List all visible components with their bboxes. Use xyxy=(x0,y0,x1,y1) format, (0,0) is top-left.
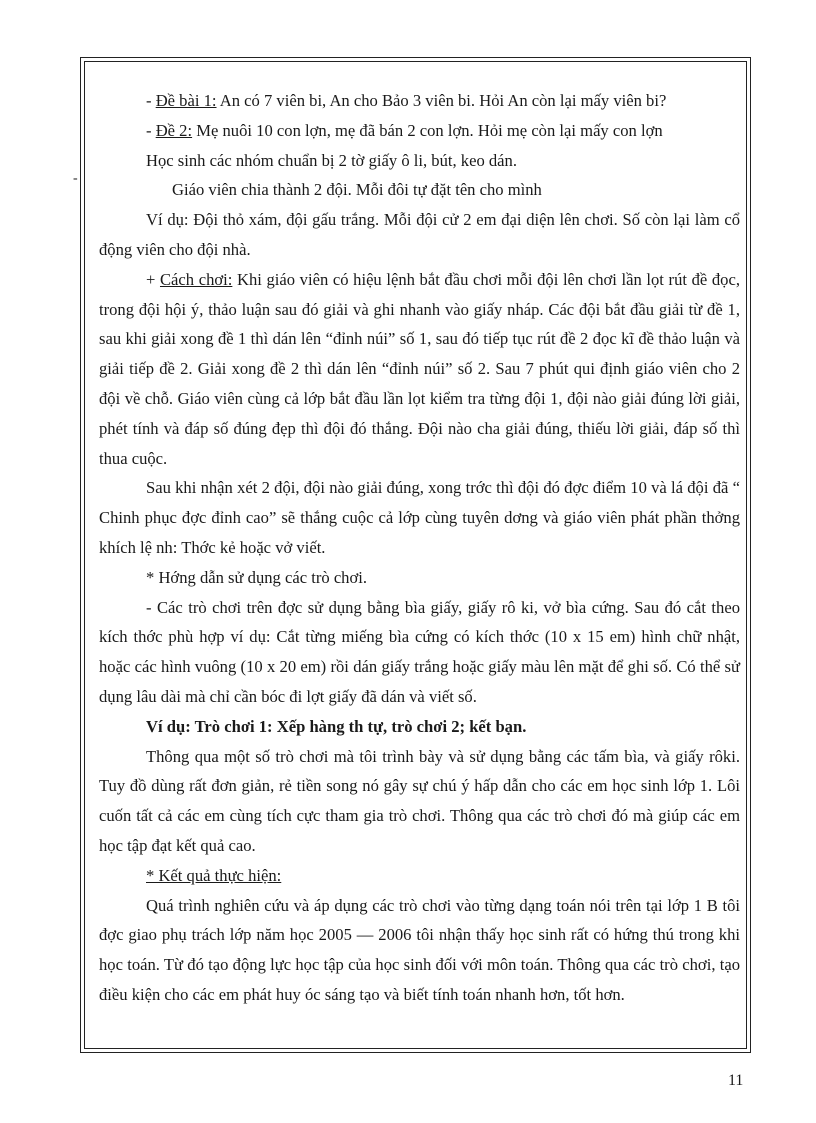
after-review-paragraph: Sau khi nhận xét 2 đội, đội nào giải đúng, xong trớc thì đội đó đợc điểm 10 và lá đội đã “ Chinh phục đợc đỉnh cao” sẽ thắng cuộc cả lớp cùng tuyên dơng và giáo viên phát phần thởng khích lệ nh: Thớc kẻ hoặc vở viết. xyxy=(99,478,740,557)
margin-mark: - xyxy=(73,171,78,186)
how-to-play-label: Cách chơi: xyxy=(159,269,233,289)
problem-2-label: Đề 2: xyxy=(155,120,193,140)
page-number: 11 xyxy=(728,1072,744,1089)
summary-paragraph: Thông qua một số trò chơi mà tôi trình bày và sử dụng bằng các tấm bìa, và giấy rôki. Tuy đồ dùng rất đơn giản, rẻ tiền song nó gây sự chú ý hấp dẫn cho các em học sinh lớp 1. Lôi cuốn tất cả các em cùng tích cực tham gia trò chơi. Thông qua các trò chơi đó mà giúp các em học tập đạt kết quả cao. xyxy=(99,746,740,855)
problem-2-text: Mẹ nuôi 10 con lợn, mẹ đã bán 2 con lợn. Hỏi mẹ còn lại mấy con lợn xyxy=(192,120,663,140)
guide-heading: * Hớng dẫn sử dụng các trò chơi. xyxy=(146,567,368,587)
problem-1: - Đề bài 1: An có 7 viên bi, An cho Bảo 3 viên bi. Hỏi An còn lại mấy viên bi? xyxy=(146,91,667,110)
how-to-play-text: Khi giáo viên có hiệu lệnh bắt đầu chơi mỗi đội lên chơi lần lọt rút đề đọc, trong đội hội ý, thảo luận sau đó giải và ghi nhanh vào giấy nháp. Các đội bắt đầu giải từ đề 1, sau khi giải xong đề 1 thì dán lên “đỉnh núi” số 1, sau đó tiếp tục rút đề 2 đọc kĩ đề thảo luận và giải tiếp đề 2. Giải xong đề 2 thì dán lên “đỉnh núi” số 2. Sau 7 phút qui định giáo viên cho 2 đội về chỗ. Giáo viên cùng cả lớp bắt đầu lần lọt kiểm tra từng đội 1, đội nào giải đúng lời giải, phét tính và đáp số đúng đẹp thì đội đó thắng. Đội nào cha giải đúng, thiếu lời giải, đáp số thì thua cuộc. xyxy=(99,269,740,468)
results-heading-label: * Kết quả thực hiện: xyxy=(146,865,282,885)
guide-paragraph: - Các trò chơi trên đợc sử dụng bằng bìa giấy, giấy rô ki, vở bìa cứng. Sau đó cắt theo kích thớc phù hợp ví dụ: Cắt từng miếng bìa cứng có kích thớc (10 x 15 em) hình chữ nhật, hoặc các hình vuông (10 x 20 em) rồi dán giấy trắng hoặc giấy màu lên mặt để ghi số. Có thể sử dụng lâu dài mà chỉ cần bóc đi lợt giấy đã dán và viết số. xyxy=(99,597,740,706)
problem-2: - Đề 2: Mẹ nuôi 10 con lợn, mẹ đã bán 2 con lợn. Hỏi mẹ còn lại mấy con lợn xyxy=(146,120,663,140)
example-teams-paragraph: Ví dụ: Đội thỏ xám, đội gấu trắng. Mỗi đội cử 2 em đại diện lên chơi. Số còn lại làm cổ động viên cho đội nhà. xyxy=(99,210,740,259)
teams-paragraph: Giáo viên chia thành 2 đội. Mỗi đôi tự đặt tên cho mình xyxy=(172,180,542,200)
problem-1-label: Đề bài 1: xyxy=(155,91,217,110)
how-to-play-paragraph: + Cách chơi: Khi giáo viên có hiệu lệnh bắt đầu chơi mỗi đội lên chơi lần lọt rút đề đọc, trong đội hội ý, thảo luận sau đó giải và ghi nhanh vào giấy nháp. Các đội bắt đầu giải từ đề 1, sau khi giải xong đề 1 thì dán lên “đỉnh núi” số 1, sau đó tiếp tục rút đề 2 đọc kĩ đề thảo luận và giải tiếp đề 2. Giải xong đề 2 thì dán lên “đỉnh núi” số 2. Sau 7 phút qui định giáo viên cho 2 đội về chỗ. Giáo viên cùng cả lớp bắt đầu lần lọt kiểm tra từng đội 1, đội nào giải đúng lời giải, phét tính và đáp số đúng đẹp thì đội đó thắng. Đội nào cha giải đúng, thiếu lời giải, đáp số thì thua cuộc. xyxy=(99,269,740,468)
example-games-heading: Ví dụ: Trò chơi 1: Xếp hàng th tự, trò chơi 2; kết bạn. xyxy=(146,716,527,736)
problem-1-text: An có 7 viên bi, An cho Bảo 3 viên bi. Hỏi An còn lại mấy viên bi? xyxy=(216,91,667,110)
document-body xyxy=(99,86,740,1010)
results-heading xyxy=(99,861,740,891)
results-paragraph: Quá trình nghiên cứu và áp dụng các trò chơi vào từng dạng toán nói trên tại lớp 1 B tôi đợc giao phụ trách lớp năm học 2005 — 2006 tôi nhận thấy học sinh rất có hứng thú trong khi học toán. Từ đó tạo động lực học tập của học sinh đối với môn toán. Thông qua các trò chơi, tạo điều kiện cho các em phát huy óc sáng tạo và biết tính toán nhanh hơn, tốt hơn. xyxy=(99,895,740,1004)
prep-paragraph: Học sinh các nhóm chuẩn bị 2 tờ giấy ô li, bút, keo dán. xyxy=(146,150,517,170)
